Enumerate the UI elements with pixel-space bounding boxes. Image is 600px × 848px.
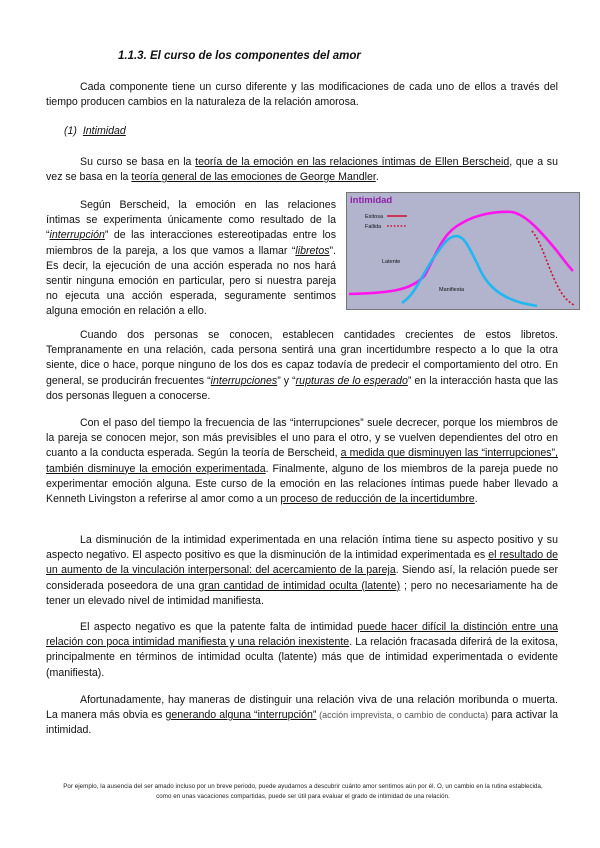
highlight-uncertainty: proceso de reducción de la incertidumbre (280, 493, 475, 506)
term-interrupciones: interrupciones (210, 374, 278, 387)
intro-text: Cada componente tiene un curso diferente y las modificaciones de cada uno de ellos a través del tiempo producen cambios en la naturaleza de la relación amorosa. (46, 81, 558, 109)
footnote: Por ejemplo, la ausencia del ser amado incluso por un breve periodo, puede ayudarnos a descubrir cuánto amor sentimos aún por él. O, un cambio en la rutina establecida, como en unas vacaciones compartidas, puede ser útil para evaluar el grado de intimidad de una relación. (63, 783, 543, 800)
text: para activar la intimidad. (46, 709, 558, 737)
text: El aspecto negativo es que la patente falta de intimidad (80, 621, 358, 633)
section-title: 1.1.3. El curso de los componentes del amor (118, 50, 361, 62)
text: Afortunadamente, hay maneras de distinguir una relación viva de una relación moribunda o muerta. La manera más obvia es (46, 694, 558, 722)
highlight-distinction: puede hacer difícil la distinción entre una relación con poca intimidad manifiesta y una relación inexistente (46, 621, 558, 649)
text: ” y “ (277, 374, 296, 387)
paragraph-berscheid (46, 198, 336, 320)
paragraph-time (46, 416, 558, 507)
latent-label: Latente (382, 259, 401, 265)
text: . Siendo así, la relación puede ser considerada poseedora de una (46, 564, 559, 592)
manifest-label: Manifiesta (439, 287, 465, 293)
term-interrupcion: interrupción (49, 229, 105, 242)
figure-title: intimidad (350, 195, 393, 206)
highlight-interruption: generando alguna “interrupción” (165, 709, 317, 722)
text: Según Berscheid, la emoción en las relaciones íntimas se experimenta únicamente como resultado de la “ (46, 199, 336, 242)
subsection-heading (64, 125, 126, 137)
term-libretos: libretos (295, 244, 330, 257)
paragraph-intro (46, 80, 558, 110)
parenthetical-note: (acción imprevista, o cambio de conducta) (316, 710, 489, 721)
text: ; pero no necesariamente ha de tener un elevado nivel de intimidad manifiesta. (46, 579, 558, 607)
text: . (474, 493, 478, 506)
paragraph-libretos (46, 328, 558, 404)
highlight-decrease: a medida que disminuyen las “interrupciones”, también disminuye la emoción experimentada (46, 447, 559, 475)
subsection-label: Intimidad (82, 125, 126, 137)
text: Su curso se basa en la (80, 156, 196, 168)
highlight-latent: gran cantidad de intimidad oculta (latente) (198, 579, 401, 592)
text: . La relación fracasada diferirá de la exitosa, principalmente en términos de intimidad oculta (latente) más que de intimidad experimentada o evidente (manifiesta). (46, 636, 559, 679)
intimacy-figure (346, 192, 580, 310)
legend-fail-label: Fallida (365, 224, 382, 230)
text: Cuando dos personas se conocen, establecen cantidades crecientes de estos libretos. Tempranamente en una relación, cada persona sentirá una gran incertidumbre respecto a lo que la otra siente, dice o hace, porque ninguno de los dos es capaz todavía de predecir el comportamiento del otro. En general, se producirán frecuentes “ (46, 329, 558, 387)
text: , que a su vez se basa en la (46, 156, 558, 184)
link-mandler-theory: teoría general de las emociones de George Mandler (131, 171, 376, 184)
text: ”. Es decir, la ejecución de una acción esperada no nos hará sentir ninguna emoción en particular, pero si nuestra pareja no ejecuta una acción esperada, seguramente sentimos alguna emoción en relación a ello. (46, 244, 336, 318)
text: ” de las interacciones estereotipadas entre los miembros de la pareja, a los que vamos a llamar “ (46, 229, 336, 257)
term-rupturas: rupturas de lo esperado (295, 374, 408, 387)
paragraph-fortunately (46, 693, 558, 739)
text: La disminución de la intimidad experimentada en una relación íntima tiene su aspecto positivo y su aspecto negativo. El aspecto positivo es que la disminución de la intimidad experimentada es (46, 534, 558, 562)
highlight-bonding: el resultado de un aumento de la vinculación interpersonal: del acercamiento de la pareja (46, 549, 558, 577)
text: . Finalmente, alguno de los miembros de la pareja puede no experimentar emoción alguna. Este curso de la emoción en las relaciones íntimas puede haber llevado a Kenneth Livingston a referirse al amor como a un (46, 462, 558, 506)
legend-success-label: Exitosa (365, 214, 384, 220)
link-berscheid-theory: teoría de la emoción en las relaciones íntimas de Ellen Berscheid (195, 156, 510, 168)
text: Con el paso del tiempo la frecuencia de las “interrupciones” suele decrecer, porque los miembros de la pareja se conocen mejor, son más previsibles el uno para el otro, y se vuelven dependientes del otro en cuanto a la conducta esperada. Según la teoría de Berscheid, (46, 417, 558, 460)
text: ” en la interacción hasta que las dos personas lleguen a conocerse. (46, 374, 558, 402)
paragraph-positive (46, 533, 558, 609)
paragraph-theory (46, 155, 558, 185)
text: . (375, 171, 379, 184)
paragraph-negative (46, 620, 558, 681)
subsection-number: (1) (64, 125, 77, 137)
